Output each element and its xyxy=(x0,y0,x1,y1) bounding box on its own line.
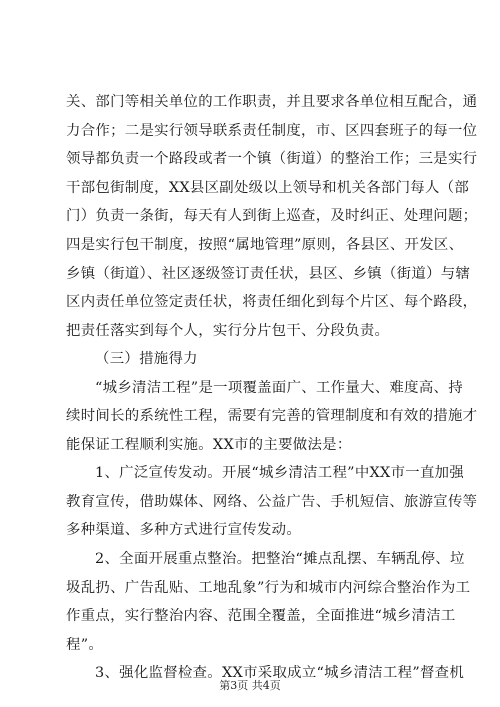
section-heading: （三）措施得力 xyxy=(95,351,198,367)
text-line: 程”。 xyxy=(66,637,104,653)
text-line: 续时间长的系统性工程，需要有完善的管理制度和有效的措施才 xyxy=(66,408,478,424)
text-line: 作重点，实行整治内容、范围全覆盖，全面推进“城乡清洁工 xyxy=(66,608,456,624)
text-line: 2、全面开展重点整治。把整治“摊点乱摆、车辆乱停、垃 xyxy=(95,551,465,567)
text-line: 把责任落实到每个人，实行分片包干、分段负责。 xyxy=(66,323,390,339)
text-line: 四是实行包干制度，按照“属地管理”原则，各县区、开发区、 xyxy=(66,237,464,253)
text-line: 多种渠道、多种方式进行宣传发动。 xyxy=(66,522,302,538)
text-line: 力合作；二是实行领导联系责任制度，市、区四套班子的每一位 xyxy=(66,123,478,139)
text-line: 区内责任单位签定责任状，将责任细化到每个片区、每个路段， xyxy=(66,294,478,310)
text-line: “城乡清洁工程”是一项覆盖面广、工作量大、难度高、持 xyxy=(95,380,463,396)
text-line: 能保证工程顺利实施。XX市的主要做法是： xyxy=(66,437,352,453)
text-line: 领导都负责一个路段或者一个镇（街道）的整治工作；三是实行 xyxy=(66,151,478,167)
text-line: 圾乱扔、广告乱贴、工地乱象”行为和城市内河综合整治作为工 xyxy=(66,580,471,596)
text-line: 3、强化监督检查。XX市采取成立“城乡清洁工程”督查机 xyxy=(95,665,465,681)
text-line: 乡镇（街道）、社区逐级签订责任状，县区、乡镇（街道）与辖 xyxy=(66,266,471,282)
text-line: 1、广泛宣传发动。开展“城乡清洁工程”中XX市一直加强 xyxy=(95,465,465,481)
text-line: 关、部门等相关单位的工作职责，并且要求各单位相互配合，通 xyxy=(66,94,478,110)
text-line: 教育宣传，借助媒体、网络、公益广告、手机短信、旅游宣传等 xyxy=(66,494,478,510)
text-line: 干部包街制度，XX县区副处级以上领导和机关各部门每人（部 xyxy=(66,180,470,196)
page-footer: 第3页 共4页 xyxy=(219,679,281,692)
text-line: 门）负责一条街，每天有人到街上巡查，及时纠正、处理问题； xyxy=(66,208,478,224)
